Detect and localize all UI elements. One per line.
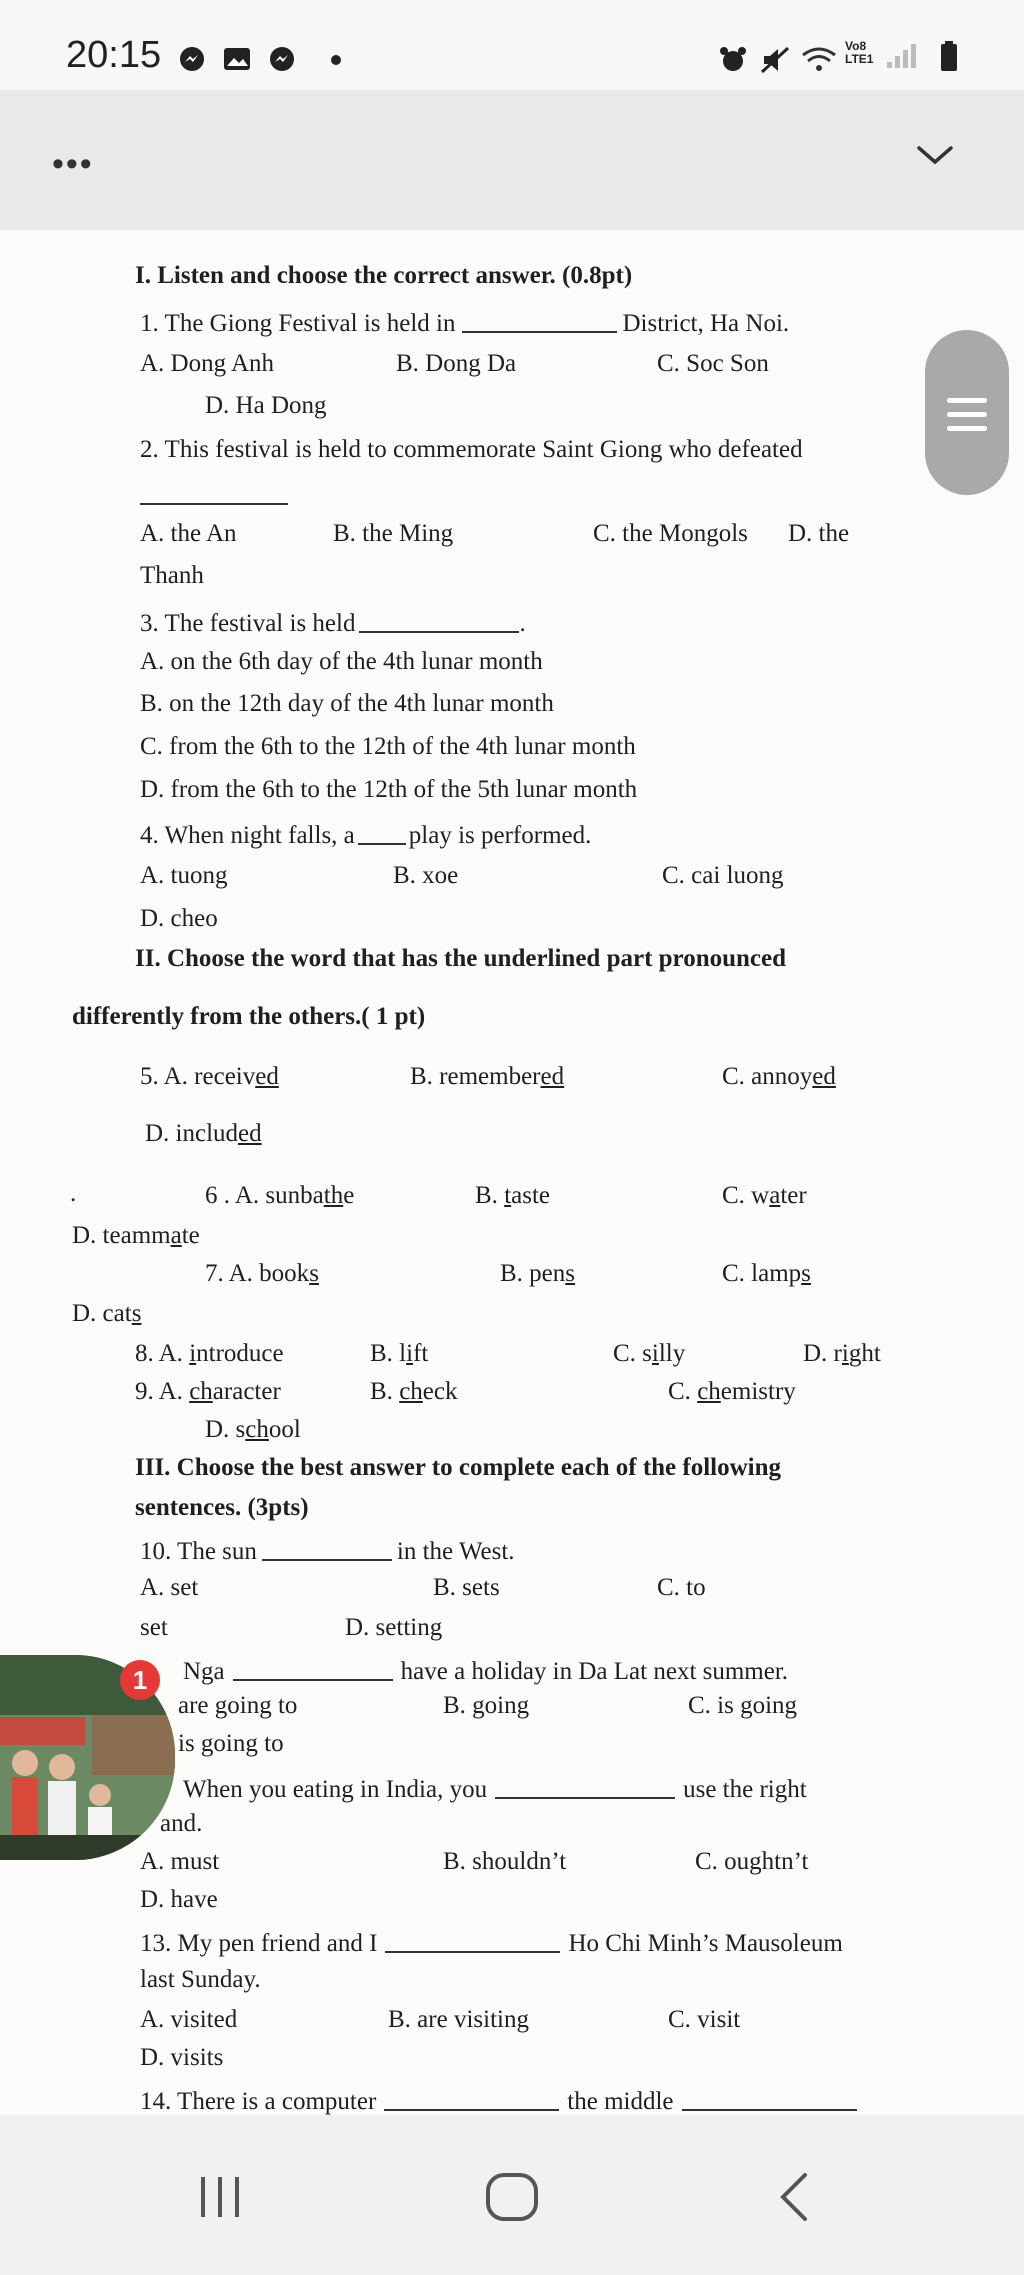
section-1-heading: I. Listen and choose the correct answer. (0.8pt) [135, 262, 633, 289]
q8-option-a: 8. A. introduce [135, 1340, 284, 1367]
q11-option-a: are going to [178, 1692, 298, 1719]
q1-option-c: C. Soc Son [657, 350, 769, 377]
system-navigation-bar [0, 2115, 1024, 2275]
q4-option-b: B. xoe [393, 862, 459, 889]
q7-option-b: B. pens [500, 1260, 576, 1287]
signal-icon [885, 42, 921, 70]
q2-blank [140, 478, 288, 510]
question-3: 3. The festival is held . [140, 606, 526, 638]
messenger-icon [178, 46, 208, 72]
recent-apps-icon[interactable] [195, 2173, 245, 2221]
chevron-down-icon[interactable] [915, 140, 955, 170]
q2-option-a: A. the An [140, 520, 237, 547]
q1-option-d: D. Ha Dong [205, 392, 327, 419]
q7-option-c: C. lamps [722, 1260, 811, 1287]
q11-option-c: C. is going [688, 1692, 798, 1719]
section-3-heading-cont: sentences. (3pts) [135, 1494, 309, 1521]
q7-option-a: 7. A. books [205, 1260, 319, 1287]
question-10: 10. The sun in the West. [140, 1534, 515, 1566]
q8-option-d: D. right [803, 1340, 881, 1367]
q3-option-c: C. from the 6th to the 12th of the 4th lunar month [140, 733, 636, 760]
q5-option-d: D. included [145, 1120, 262, 1147]
q2-option-c: C. the Mongols [593, 520, 748, 547]
question-11: Nga have a holiday in Da Lat next summer. [183, 1654, 788, 1686]
q13-option-b: B. are visiting [388, 2006, 529, 2033]
q10-option-a: A. set [140, 1574, 199, 1601]
viewer-header [0, 90, 1024, 230]
home-icon[interactable] [482, 2169, 542, 2225]
q1-option-a: A. Dong Anh [140, 350, 275, 377]
alarm-icon [718, 46, 748, 74]
worksheet-document [0, 230, 1024, 2115]
question-12: When you eating in India, you use the right [183, 1772, 807, 1804]
q6-option-d: D. teammate [72, 1222, 200, 1249]
status-bar [0, 0, 1024, 90]
q8-option-c: C. silly [613, 1340, 686, 1367]
q4-option-a: A. tuong [140, 862, 228, 889]
gallery-icon [222, 46, 252, 72]
question-13-cont: last Sunday. [140, 1966, 261, 1993]
question-4: 4. When night falls, a play is performed. [140, 818, 591, 850]
q12-option-b: B. shouldn’t [443, 1848, 567, 1875]
q6-option-c: C. water [722, 1182, 807, 1209]
q7-option-d: D. cats [72, 1300, 142, 1327]
q6-option-b: B. taste [475, 1182, 551, 1209]
section-2-heading: II. Choose the word that has the underlined part pronounced [135, 945, 787, 972]
mute-icon [760, 46, 792, 74]
q6-option-a: 6 . A. sunbathe [205, 1182, 355, 1209]
q12-option-d: D. have [140, 1886, 218, 1913]
q3-option-d: D. from the 6th to the 12th of the 5th lunar month [140, 776, 638, 803]
q9-option-c: C. chemistry [668, 1378, 796, 1405]
question-2: 2. This festival is held to commemorate Saint Giong who defeated [140, 436, 803, 463]
q8-option-b: B. lift [370, 1340, 429, 1367]
q10-option-c-cont: set [140, 1614, 168, 1641]
clock: 20:15 [66, 34, 162, 76]
q10-option-c: C. to [657, 1574, 706, 1601]
q9-option-a: 9. A. character [135, 1378, 281, 1405]
q2-option-b: B. the Ming [333, 520, 454, 547]
notification-badge: 1 [120, 1660, 160, 1700]
battery-icon [940, 40, 958, 72]
q5-option-c: C. annoyed [722, 1063, 836, 1090]
question-1: 1. The Giong Festival is held in District, Ha Noi. [140, 306, 789, 338]
section-3-heading: III. Choose the best answer to complete each of the following [135, 1454, 782, 1481]
q4-option-c: C. cai luong [662, 862, 784, 889]
section-2-heading-cont: differently from the others.( 1 pt) [72, 1003, 426, 1030]
q12-option-a: A. must [140, 1848, 220, 1875]
question-12-cont: and. [160, 1810, 203, 1837]
q11-option-b: B. going [443, 1692, 530, 1719]
q11-option-d: is going to [178, 1730, 284, 1757]
q5-option-a: 5. A. received [140, 1063, 279, 1090]
back-icon[interactable] [775, 2171, 815, 2223]
messenger-icon-2 [268, 46, 298, 72]
q9-option-b: B. check [370, 1378, 458, 1405]
q13-option-c: C. visit [668, 2006, 741, 2033]
q3-option-b: B. on the 12th day of the 4th lunar month [140, 690, 554, 717]
q2-option-d-cont: Thanh [140, 562, 204, 589]
q2-option-d: D. the [788, 520, 850, 547]
q1-option-b: B. Dong Da [396, 350, 517, 377]
q13-option-a: A. visited [140, 2006, 238, 2033]
q10-option-b: B. sets [433, 1574, 500, 1601]
scroll-handle[interactable] [925, 330, 1009, 495]
q12-option-c: C. oughtn’t [695, 1848, 809, 1875]
q3-option-a: A. on the 6th day of the 4th lunar month [140, 648, 543, 675]
q10-option-d: D. setting [345, 1614, 443, 1641]
question-14: 14. There is a computer the middle [140, 2084, 857, 2116]
notification-dot-icon [330, 54, 342, 66]
q5-option-b: B. remembered [410, 1063, 565, 1090]
q9-option-d: D. school [205, 1416, 301, 1443]
wifi-icon [800, 46, 838, 74]
more-options-icon[interactable]: ••• [52, 145, 94, 183]
question-13: 13. My pen friend and I Ho Chi Minh’s Mausoleum [140, 1926, 843, 1958]
q4-option-d: D. cheo [140, 905, 218, 932]
q6-dot: . [70, 1180, 77, 1207]
q13-option-d: D. visits [140, 2044, 224, 2071]
network-label: Vo8 LTE1 [845, 39, 874, 66]
